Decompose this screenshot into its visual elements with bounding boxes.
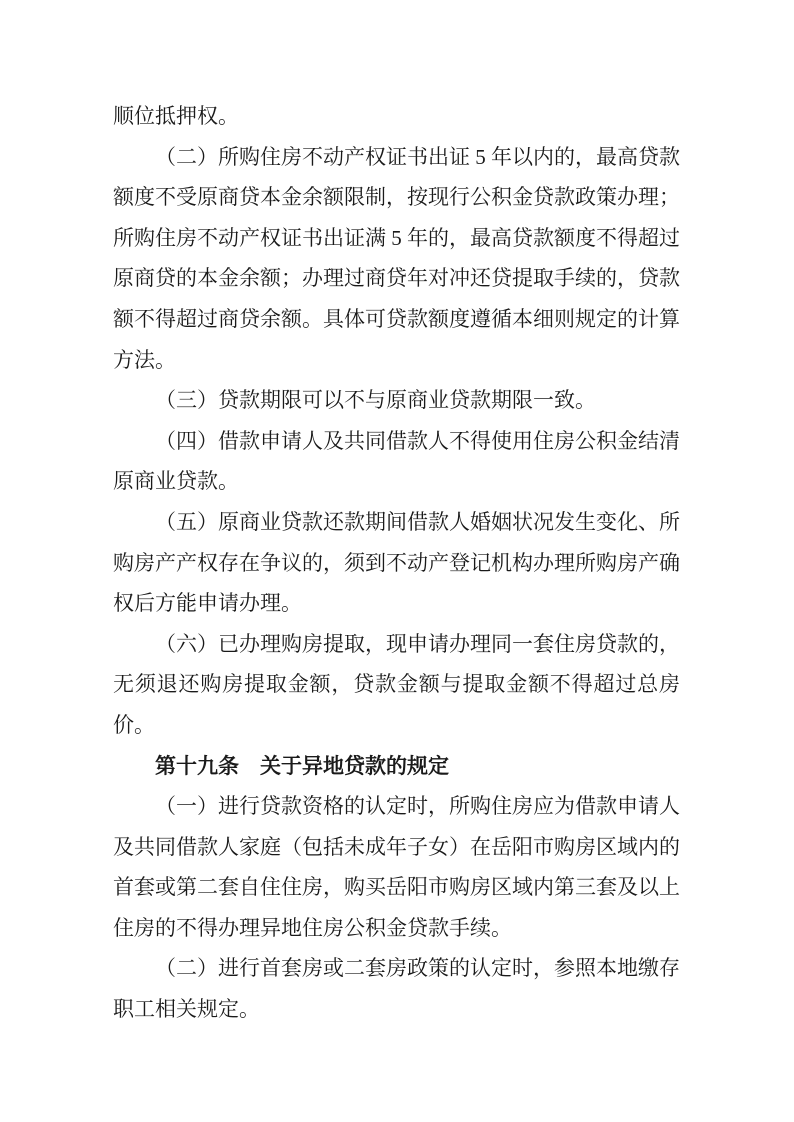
paragraph-item-6-withdrawal-and-loan: （六）已办理购房提取，现申请办理同一套住房贷款的，无须退还购房提取金额，贷款金额与提取金额不得超过总房价。	[113, 631, 680, 737]
paragraph-item-2-commercial-loan-limit: （二）所购住房不动产权证书出证 5 年以内的，最高贷款额度不受原商贷本金余额限制，按现行公积金贷款政策办理；所购住房不动产权证书出证满 5 年的，最高贷款额度不得超过原商贷的本金余额；办理过商贷年对冲还贷提取手续的，贷款额不得超过商贷余额。具体可贷款额度遵循本细则规定的计算方法。	[113, 144, 680, 372]
paragraph-item-4-no-fund-settlement: （四）借款申请人及共同借款人不得使用住房公积金结清原商业贷款。	[113, 428, 680, 494]
article-heading-19: 第十九条 关于异地贷款的规定	[155, 753, 449, 778]
paragraph-item-5-marital-change: （五）原商业贷款还款期间借款人婚姻状况发生变化、所购房产产权存在争议的，须到不动产登记机构办理所购房产确权后方能申请办理。	[113, 509, 680, 616]
paragraph-item-3-loan-term: （三）贷款期限可以不与原商业贷款期限一致。	[155, 388, 596, 413]
paragraph-item-2-first-second-home-policy: （二）进行首套房或二套房政策的认定时，参照本地缴存职工相关规定。	[113, 956, 680, 1022]
paragraph-continuation: 顺位抵押权。	[113, 104, 239, 128]
paragraph-item-1-nonlocal-loan-eligibility: （一）进行贷款资格的认定时，所购住房应为借款申请人及共同借款人家庭（包括未成年子女）在岳阳市购房区域内的首套或第二套自住住房，购买岳阳市购房区域内第三套及以上住房的不得办理异地住房公积金贷款手续。	[113, 794, 680, 940]
